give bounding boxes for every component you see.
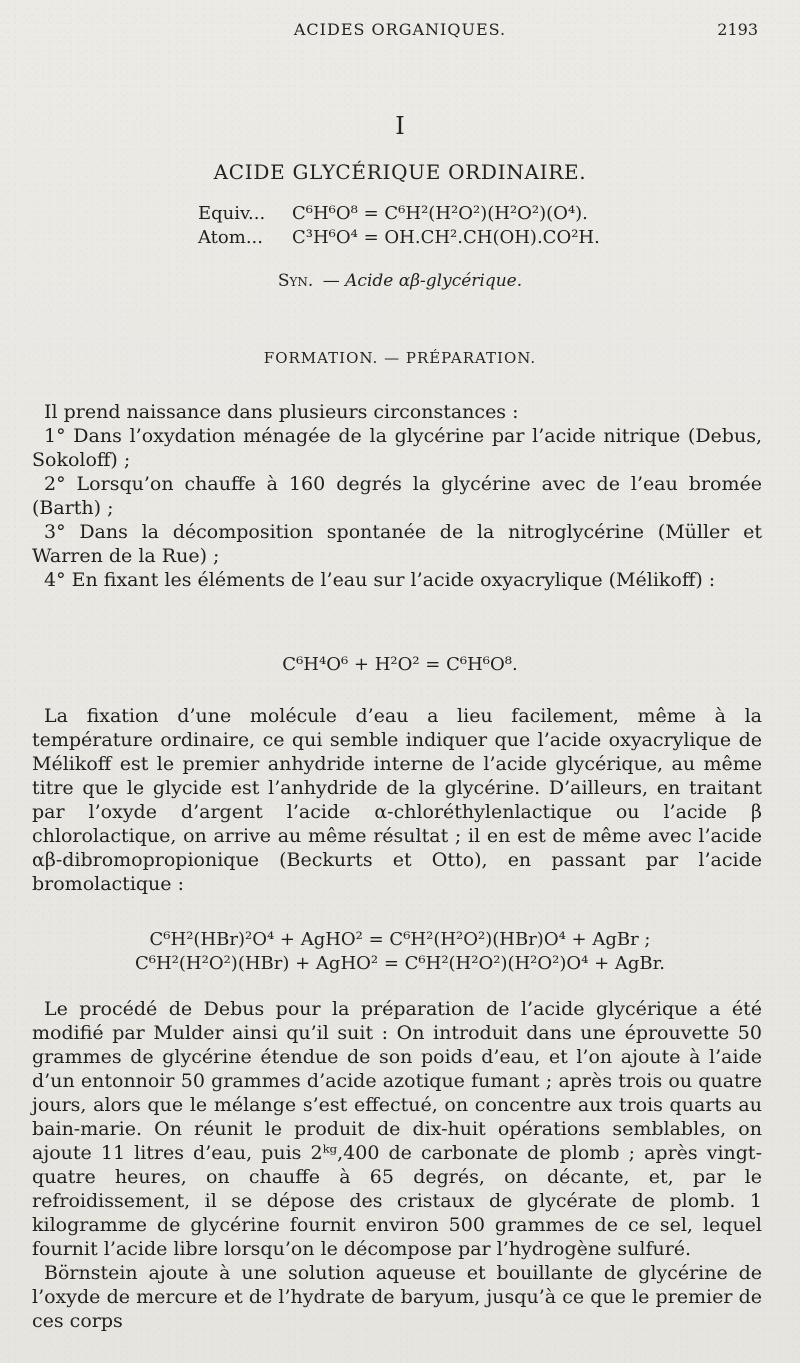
- formation-item-4: 4° En fixant les éléments de l’eau sur l’acide oxyacrylique (Mélikoff) :: [44, 569, 716, 591]
- bornstein-paragraph: Börnstein ajoute à une solution aqueuse et bouillante de glycérine de l’oxyde de mercure et de l’hydrate de baryum, jusqu’à ce que le premier de ces corps: [32, 1262, 762, 1332]
- equation-bromolactic-1: C⁶H²(HBr)²O⁴ + AgHO² = C⁶H²(H²O²)(HBr)O⁴ + AgBr ;: [149, 929, 651, 950]
- equiv-label: Equiv...: [198, 203, 266, 224]
- formation-item-3: 3° Dans la décomposition spontanée de la nitroglycérine (Müller et Warren de la Rue) ;: [32, 521, 762, 567]
- article-title: ACIDE GLYCÉRIQUE ORDINAIRE.: [213, 160, 587, 184]
- formation-item-2: 2° Lorsqu’on chauffe à 160 degrés la glycérine avec de l’eau bromée (Barth) ;: [32, 473, 762, 519]
- preparation-text-block: [32, 997, 762, 1333]
- atom-formula-line: [198, 226, 638, 250]
- page-number: 2193: [717, 20, 758, 39]
- fixation-paragraph: La fixation d’une molécule d’eau a lieu facilement, même à la température ordinaire, ce qui semble indiquer que l’acide oxyacrylique de Mélikoff est le premier anhydride interne de l’acide glycérique, au même titre que le glycide est l’anhydride de la glycérine. D’ailleurs, en traitant par l’oxyde d’argent l’acide α-chloréthylenlactique ou l’acide β chlorolactique, on arrive au même résultat ; il en est de même avec l’acide αβ-dibromopropionique (Beckurts et Otto), en passant par l’acide bromolactique :: [32, 705, 762, 895]
- formation-text-block: [32, 400, 762, 592]
- article-number: I: [395, 112, 405, 140]
- atom-label: Atom...: [198, 227, 263, 248]
- fixation-paragraph-block: [32, 704, 762, 896]
- running-header: [0, 20, 800, 48]
- atom-formula: C³H⁶O⁴ = OH.CH².CH(OH).CO²H.: [292, 227, 600, 248]
- synonym-dash: —: [322, 271, 340, 291]
- equiv-formula-line: [198, 202, 638, 226]
- debus-paragraph: Le procédé de Debus pour la préparation de l’acide glycérique a été modifié par Mulder ainsi qu’il suit : On introduit dans une éprouvette 50 grammes de glycérine étendue de son poids d’eau, et l’on ajoute à l’aide d’un entonnoir 50 grammes d’acide azotique fumant ; après trois ou quatre jours, alors que le mélange s’est effectué, on concentre aux trois quarts au bain-marie. On réunit le produit de dix-huit opérations semblables, on ajoute 11 litres d’eau, puis 2ᵏᵍ,400 de carbonate de plomb ; après vingt-quatre heures, on chauffe à 65 degrés, on décante, et, par le refroidissement, il se dépose des cristaux de glycérate de plomb. 1 kilogramme de glycérine fournit environ 500 grammes de ce sel, lequel fournit l’acide libre lorsqu’on le décompose par l’hydrogène sulfuré.: [32, 998, 762, 1260]
- equation-oxyacrylic: C⁶H⁴O⁶ + H²O² = C⁶H⁶O⁸.: [282, 654, 518, 675]
- intro-paragraph: Il prend naissance dans plusieurs circonstances :: [44, 401, 519, 423]
- equation-bromolactic-2: C⁶H²(H²O²)(HBr) + AgHO² = C⁶H²(H²O²)(H²O²)O⁴ + AgBr.: [134, 953, 665, 974]
- equiv-formula: C⁶H⁶O⁸ = C⁶H²(H²O²)(H²O²)(O⁴).: [292, 203, 588, 224]
- chemical-formula-block: [198, 202, 638, 250]
- formation-item-1: 1° Dans l’oxydation ménagée de la glycérine par l’acide nitrique (Debus, Sokoloff) ;: [32, 425, 762, 471]
- running-title: ACIDES ORGANIQUES.: [293, 20, 507, 39]
- synonym-label: Syn.: [277, 271, 314, 291]
- synonym-line: [0, 271, 800, 291]
- synonym-value: Acide αβ-glycérique.: [345, 271, 523, 291]
- section-heading: FORMATION. — PRÉPARATION.: [263, 349, 537, 367]
